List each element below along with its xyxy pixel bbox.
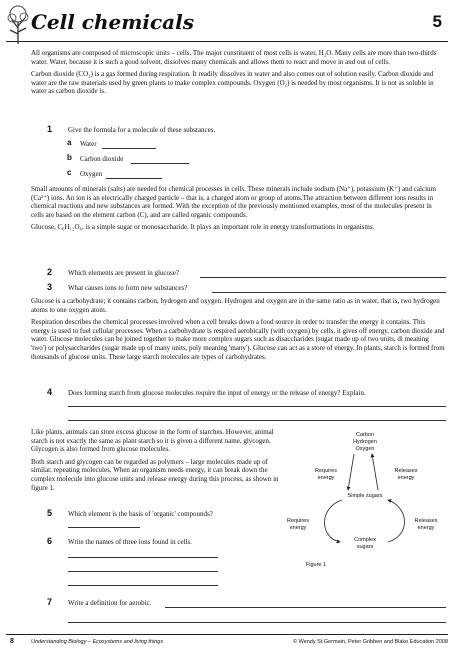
- polymer-paragraph: Both starch and glycogen can be regarded as polymers – large molecules made up of similar, repeating molecules. When an organism needs energy, it can break down the complex molecule into glucose units and release energy during this process, as shown in figure 1.: [31, 457, 279, 492]
- simple-sugars-label: Simple sugars: [347, 493, 383, 499]
- answer-line-6a[interactable]: [68, 557, 218, 558]
- question-1b-letter: b: [67, 153, 72, 162]
- answer-line-4b[interactable]: [68, 420, 446, 421]
- releases-energy-top-2: energy: [397, 475, 415, 481]
- question-2-text: Which elements are present in glucose?: [68, 269, 179, 277]
- question-3-text: What causes ions to form new substances?: [68, 284, 188, 292]
- glucose-paragraph: Glucose, C₆H₁₂O₆, is a simple sugar or monosaccharide. It plays an important role in energy transformations in organisms.: [31, 223, 375, 232]
- question-1c-label: Oxygen: [80, 170, 103, 178]
- answer-line-6c[interactable]: [68, 585, 218, 586]
- question-7-text: Write a definition for aerobic.: [68, 599, 152, 607]
- answer-line-7b[interactable]: [68, 622, 446, 623]
- header-rule: [6, 41, 448, 42]
- question-6-number: 6: [47, 536, 53, 546]
- answer-line-2[interactable]: [200, 277, 446, 278]
- page-title: Cell chemicals: [31, 10, 194, 34]
- question-1-text: Give the formula for a molecule of these substances.: [68, 126, 216, 134]
- element-carbon: Carbon: [355, 432, 375, 438]
- figure-caption: Figure 1: [305, 562, 327, 568]
- releases-energy-top-1: Releases: [394, 468, 418, 474]
- question-5-number: 5: [47, 508, 53, 518]
- intro-paragraph-1: All organisms are composed of microscopic units – cells. The major constituent of most cells is water, H₂O. Many cells are more than two-thirds water. Water, because it is such a good solvent, dissolves many chemicals and allows them to react and move in and out of cells.: [31, 49, 437, 66]
- question-1b-label: Carbon dioxide: [80, 155, 124, 163]
- footer-copyright: © Wendy St Germain, Peter Gribben and Blake Education 2008: [293, 639, 448, 645]
- releases-energy-right-1: Releases: [414, 518, 438, 524]
- minerals-section: [31, 185, 445, 232]
- question-6-text: Write the names of three ions found in cells.: [68, 538, 192, 546]
- answer-line-5[interactable]: [68, 527, 140, 528]
- requires-energy-left-1: Requires: [286, 518, 309, 524]
- answer-line-4a[interactable]: [68, 406, 446, 407]
- answer-line-1c[interactable]: [106, 178, 162, 179]
- footer-rule: [6, 634, 448, 635]
- glycogen-paragraph: Like plants, animals can store excess glucose in the form of starches. However, animal starch is not exactly the same as plant starch so it is given a different name, glycogen. Glycogen is also formed from glucose molecules.: [31, 428, 274, 454]
- question-1-number: 1: [47, 124, 53, 134]
- footer-page-number: 8: [10, 638, 14, 645]
- minerals-paragraph: Small amounts of minerals (salts) are needed for chemical processes in cells. These minerals include sodium (Na⁺), potassium (K⁺) and calcium (Ca²⁺) ions. An ion is an electrically charged particle – that is, a charged atom or group of atoms.The attraction between different ions results in chemical reactions and new substances are formed. With the exception of the previously mentioned examples, most of the molecules present in cells are based on the element carbon (C), and are called organic compounds.: [31, 185, 436, 219]
- question-1a-letter: a: [67, 138, 72, 147]
- releases-energy-right-2: energy: [417, 525, 435, 531]
- tree-icon: [4, 4, 32, 44]
- question-4-text: Does forming starch from glucose molecules require the input of energy or the release of energy? Explain.: [68, 389, 366, 397]
- animal-starch-section: [31, 428, 289, 492]
- question-7-number: 7: [47, 597, 53, 607]
- complex-sugars-label-1: Complex: [354, 537, 376, 543]
- question-4-number: 4: [47, 387, 53, 397]
- complex-sugars-label-2: sugars: [356, 544, 374, 550]
- cycle-arrows: [280, 430, 450, 575]
- answer-line-1a[interactable]: [102, 148, 156, 149]
- carbohydrate-paragraph: Glucose is a carbohydrate; it contains carbon, hydrogen and oxygen. Hydrogen and oxygen are in the same ratio as in water, that is, two hydrogen atoms to one oxygen atom.: [31, 297, 440, 314]
- element-oxygen: Oxygen: [355, 446, 375, 452]
- element-hydrogen: Hydrogen: [353, 439, 377, 445]
- footer-book-title: Understanding Biology – Ecosystems and living things: [31, 639, 164, 645]
- question-1c-letter: c: [67, 168, 72, 177]
- question-1a-label: Water: [80, 140, 97, 148]
- answer-line-7a[interactable]: [165, 607, 446, 608]
- question-2-number: 2: [47, 267, 53, 277]
- page-number: 5: [432, 12, 442, 31]
- carbohydrate-section: [31, 297, 445, 361]
- question-3-number: 3: [47, 282, 53, 292]
- requires-energy-top-1: Requires: [314, 468, 337, 474]
- requires-energy-top-2: energy: [317, 475, 335, 481]
- requires-energy-left-2: energy: [289, 525, 307, 531]
- answer-line-6b[interactable]: [68, 571, 218, 572]
- intro-section: [31, 49, 445, 96]
- figure-1-diagram: [280, 430, 450, 575]
- answer-line-1b[interactable]: [131, 163, 189, 164]
- answer-line-3[interactable]: [212, 292, 446, 293]
- question-5-text: Which element is the basis of 'organic' compounds?: [68, 510, 213, 518]
- intro-paragraph-2: Carbon dioxide (CO₂) is a gas formed during respiration. It readily dissolves in water and also comes out of solution easily. Carbon dioxide and water are the raw materials used by green plants to make complex compounds. Oxygen (O₂) is needed by most organisms. It is not as soluble in water as carbon dioxide is.: [31, 70, 434, 96]
- respiration-paragraph: Respiration describes the chemical processes involved when a cell breaks down a food source in order to transfer the energy it contains. This energy is used to fuel cellular processes. When a carbohydrate is respired aerobically (with oxygen) by cells, it gives off energy, carbon dioxide and water. Glucose molecules can be joined together to make more complex sugars such as disaccharides (sugar made up of two units, di meaning 'two') or polysaccharides (sugar made up of many units, poly meaning 'many'). Glucose can act as a store of energy. In plants, starch is formed from thousands of glucose units. These large starch molecules are types of carbohydrates.: [31, 318, 445, 361]
